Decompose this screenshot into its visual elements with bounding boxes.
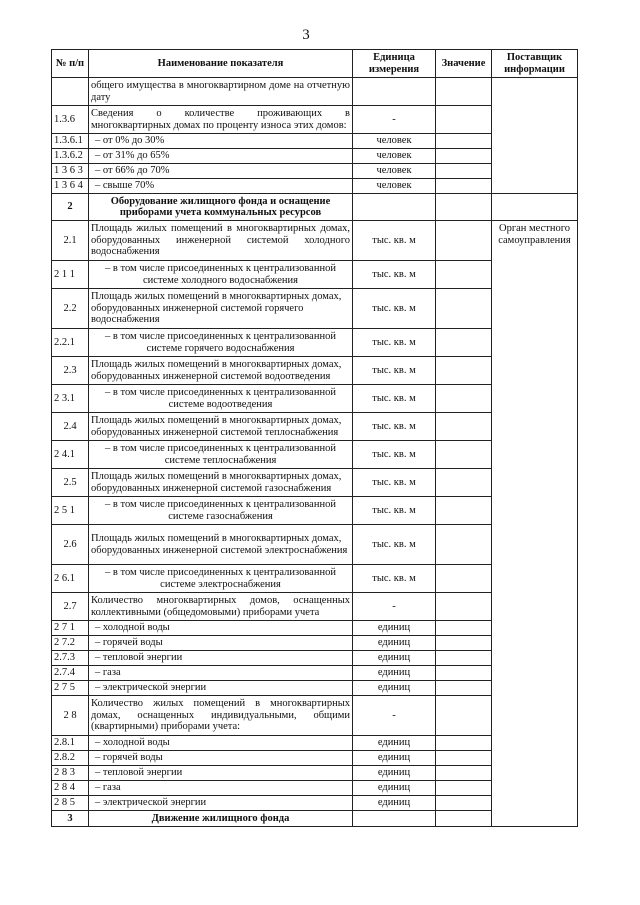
row-name: Площадь жилых помещений в многоквартирных домах, оборудованных инженерной системой холодного водоснабжения [89, 221, 353, 261]
row-num: 1.3.6 [52, 106, 89, 134]
row-value-cell [436, 385, 492, 413]
row-num: 1 3 6 3 [52, 164, 89, 179]
row-unit: единиц [353, 796, 436, 811]
row-unit: единиц [353, 751, 436, 766]
row-num: 2.5 [52, 469, 89, 497]
row-name: – электрической энергии [89, 681, 353, 696]
row-name: – холодной воды [89, 736, 353, 751]
header-value: Значение [436, 50, 492, 78]
row-name: – в том числе присоединенных к централизованной системе водоотведения [89, 385, 353, 413]
row-name: – в том числе присоединенных к централизованной системе газоснабжения [89, 497, 353, 525]
row-value-cell [436, 106, 492, 134]
row-name: – горячей воды [89, 751, 353, 766]
row-num: 2 7.2 [52, 636, 89, 651]
row-unit [353, 194, 436, 221]
row-value-cell [436, 194, 492, 221]
indicator-table [51, 49, 578, 827]
row-value-cell [436, 357, 492, 385]
row-name: – тепловой энергии [89, 766, 353, 781]
row-unit: тыс. кв. м [353, 565, 436, 593]
row-value-cell [436, 78, 492, 106]
row-value-cell [436, 766, 492, 781]
row-num: 2 8 [52, 696, 89, 736]
row-name: Количество многоквартирных домов, оснащенных коллективными (общедомовыми) приборами учета [89, 593, 353, 621]
row-num: 2.7.3 [52, 651, 89, 666]
row-unit: - [353, 696, 436, 736]
row-value-cell [436, 621, 492, 636]
row-unit: тыс. кв. м [353, 385, 436, 413]
row-value-cell [436, 289, 492, 329]
row-value-cell [436, 696, 492, 736]
row-value-cell [436, 179, 492, 194]
row-name: – в том числе присоединенных к централизованной системе холодного водоснабжения [89, 261, 353, 289]
table-row [52, 78, 578, 106]
row-num: 2.7 [52, 593, 89, 621]
row-name: Площадь жилых помещений в многоквартирных домах, оборудованных инженерной системой водоотведения [89, 357, 353, 385]
row-name: Площадь жилых помещений в многоквартирных домах, оборудованных инженерной системой газоснабжения [89, 469, 353, 497]
row-num: 2 6.1 [52, 565, 89, 593]
row-value-cell [436, 329, 492, 357]
row-value-cell [436, 736, 492, 751]
row-unit: - [353, 593, 436, 621]
row-num: 2 7 1 [52, 621, 89, 636]
row-value-cell [436, 221, 492, 261]
table-header-row [52, 50, 578, 78]
row-name: Площадь жилых помещений в многоквартирных домах, оборудованных инженерной системой теплоснабжения [89, 413, 353, 441]
row-name: Сведения о количестве проживающих в многоквартирных домах по проценту износа этих домов: [89, 106, 353, 134]
row-unit: тыс. кв. м [353, 413, 436, 441]
row-unit: тыс. кв. м [353, 261, 436, 289]
row-name: – в том числе присоединенных к централизованной системе горячего водоснабжения [89, 329, 353, 357]
row-value-cell [436, 811, 492, 827]
row-unit: единиц [353, 651, 436, 666]
row-unit: единиц [353, 781, 436, 796]
row-name: – от 31% до 65% [89, 149, 353, 164]
row-unit: человек [353, 134, 436, 149]
row-unit: тыс. кв. м [353, 469, 436, 497]
table-row [52, 221, 578, 261]
row-unit: человек [353, 149, 436, 164]
row-num: 2.8.1 [52, 736, 89, 751]
row-unit: человек [353, 164, 436, 179]
row-unit: человек [353, 179, 436, 194]
row-num: 1.3.6.2 [52, 149, 89, 164]
row-unit: единиц [353, 621, 436, 636]
row-unit: единиц [353, 666, 436, 681]
row-value-cell [436, 593, 492, 621]
row-name: Количество жилых помещений в многоквартирных домах, оснащенных индивидуальными, общими (квартирными) приборами учета: [89, 696, 353, 736]
row-value-cell [436, 565, 492, 593]
row-name: общего имущества в многоквартирном доме на отчетную дату [89, 78, 353, 106]
row-num: 2.4 [52, 413, 89, 441]
row-value-cell [436, 525, 492, 565]
row-name: – от 66% до 70% [89, 164, 353, 179]
row-num: 2 3.1 [52, 385, 89, 413]
row-num: 2.8.2 [52, 751, 89, 766]
row-unit: тыс. кв. м [353, 441, 436, 469]
row-unit [353, 811, 436, 827]
row-num: 2 7 5 [52, 681, 89, 696]
row-unit: тыс. кв. м [353, 329, 436, 357]
row-value-cell [436, 413, 492, 441]
row-unit: единиц [353, 636, 436, 651]
row-unit: - [353, 106, 436, 134]
row-num: 2 8 4 [52, 781, 89, 796]
row-num: 1 3 6 4 [52, 179, 89, 194]
section-title: Оборудование жилищного фонда и оснащение приборами учета коммунальных ресурсов [89, 194, 353, 221]
row-name: Площадь жилых помещений в многоквартирных домах, оборудованных инженерной системой горячего водоснабжения [89, 289, 353, 329]
row-unit: единиц [353, 681, 436, 696]
header-provider: Поставщик информации [492, 50, 578, 78]
row-value-cell [436, 497, 492, 525]
row-name: – электрической энергии [89, 796, 353, 811]
row-num: 2.2.1 [52, 329, 89, 357]
row-unit: тыс. кв. м [353, 357, 436, 385]
provider-cell [492, 194, 578, 221]
row-num [52, 78, 89, 106]
header-name: Наименование показателя [89, 50, 353, 78]
row-name: Площадь жилых помещений в многоквартирных домах, оборудованных инженерной системой электроснабжения [89, 525, 353, 565]
row-value-cell [436, 149, 492, 164]
row-num: 2 1 1 [52, 261, 89, 289]
header-num: № п/п [52, 50, 89, 78]
row-num: 2 4.1 [52, 441, 89, 469]
row-name: – в том числе присоединенных к централизованной системе электроснабжения [89, 565, 353, 593]
row-value-cell [436, 636, 492, 651]
row-value-cell [436, 781, 492, 796]
row-value-cell [436, 469, 492, 497]
row-num: 2 8 3 [52, 766, 89, 781]
row-unit: единиц [353, 736, 436, 751]
section-num: 3 [52, 811, 89, 827]
provider-cell [492, 78, 578, 194]
row-name: – горячей воды [89, 636, 353, 651]
row-num: 2.7.4 [52, 666, 89, 681]
row-num: 2 5 1 [52, 497, 89, 525]
row-value-cell [436, 666, 492, 681]
row-name: – холодной воды [89, 621, 353, 636]
row-name: – газа [89, 666, 353, 681]
row-num: 2.3 [52, 357, 89, 385]
provider-text: Орган местного самоуправления [498, 223, 571, 246]
row-num: 2.6 [52, 525, 89, 565]
row-name: – тепловой энергии [89, 651, 353, 666]
row-num: 2 8 5 [52, 796, 89, 811]
row-value-cell [436, 681, 492, 696]
row-num: 1.3.6.1 [52, 134, 89, 149]
row-unit: тыс. кв. м [353, 221, 436, 261]
row-unit: тыс. кв. м [353, 497, 436, 525]
row-unit: тыс. кв. м [353, 525, 436, 565]
row-num: 2.1 [52, 221, 89, 261]
row-value-cell [436, 751, 492, 766]
row-value-cell [436, 796, 492, 811]
row-unit: единиц [353, 766, 436, 781]
row-value-cell [436, 651, 492, 666]
section-num: 2 [52, 194, 89, 221]
provider-cell [492, 221, 578, 827]
row-num: 2.2 [52, 289, 89, 329]
row-name: – газа [89, 781, 353, 796]
row-name: – свыше 70% [89, 179, 353, 194]
page-number: 3 [302, 27, 310, 43]
row-value-cell [436, 261, 492, 289]
row-unit [353, 78, 436, 106]
section-row [52, 194, 578, 221]
row-value-cell [436, 164, 492, 179]
row-name: – от 0% до 30% [89, 134, 353, 149]
row-unit: тыс. кв. м [353, 289, 436, 329]
row-value-cell [436, 134, 492, 149]
row-name: – в том числе присоединенных к централизованной системе теплоснабжения [89, 441, 353, 469]
row-value-cell [436, 441, 492, 469]
header-unit: Единица измерения [353, 50, 436, 78]
section-title: Движение жилищного фонда [89, 811, 353, 827]
